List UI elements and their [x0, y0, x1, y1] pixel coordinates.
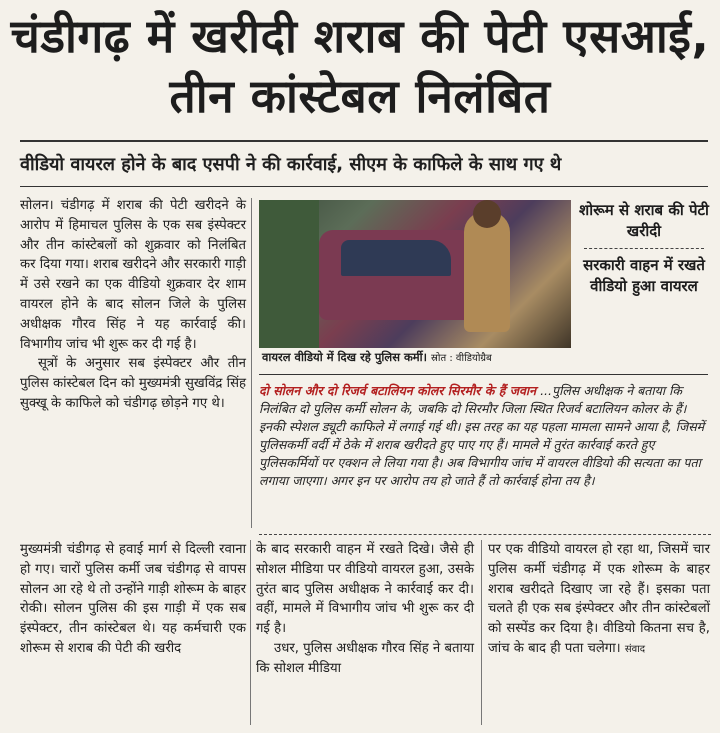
inset-box [259, 382, 714, 490]
inset-box-lead: दो सोलन और दो रिजर्व बटालियन कोलर सिरमौर के हैं जवान [259, 383, 537, 398]
side-quote [578, 200, 710, 297]
article-para-1: सोलन। चंडीगढ़ में शराब की पेटी खरीदने के आरोप में हिमाचल पुलिस के एक सब इंस्पेक्टर और तीन कांस्टेबलों को शुक्रवार को निलंबित कर दिया गया। शराब खरीदने और सरकारी गाड़ी में उसे रखने का एक वीडियो शुक्रवार देर शाम वायरल होने के बाद सोलन जिले के पुलिस अधीक्षक गौरव सिंह ने यह कार्रवाई की। विभागीय जांच भी शुरू कर दी गई है। [20, 198, 246, 352]
subhead-rule [20, 186, 708, 187]
subheadline: वीडियो वायरल होने के बाद एसपी ने की कार्रवाई, सीएम के काफिले के साथ गए थे [20, 154, 562, 175]
side-quote-line-2: सरकारी वाहन में रखते वीडियो हुआ वायरल [583, 256, 705, 295]
article-bottom-column-3-text: पर एक वीडियो वायरल हो रहा था, जिसमें चार पुलिस कर्मी चंडीगढ़ में एक शोरूम के बाहर शराब खरीदते दिखाए जा रहे हैं। इसका पता चलते ही एक सब इंस्पेक्टर और तीन कांस्टेबलों को सस्पेंड कर दिया है। वीडियो कितना सच है, जांच के बाद ही पता चलेगा। [488, 542, 710, 656]
column-divider [251, 198, 252, 528]
article-bottom-column-1: मुख्यमंत्री चंडीगढ़ से हवाई मार्ग से दिल्ली रवाना हो गए। चारों पुलिस कर्मी जब चंडीगढ़ से वापस सोलन आ रहे थे तो उन्होंने गाड़ी शोरूम के बाहर रोकी। सोलन पुलिस की इस गाड़ी में एक सब इंस्पेक्टर, तीन कांस्टेबल थे। यह कर्मचारी एक शोरूम से शराब की पेटी की खरीद [20, 542, 246, 656]
article-bottom-column-3 [488, 540, 710, 660]
photo-officer-head [473, 200, 501, 228]
article-bottom-column-2a: के बाद सरकारी वाहन में रखते दिखे। जैसे ही सोशल मीडिया पर वीडियो वायरल हुआ, उसके तुरंत बाद पुलिस अधीक्षक ने कार्रवाई कर दी। वहीं, मामले में विभागीय जांच भी शुरू कर दी गई है। [256, 542, 474, 637]
inset-box-bottom-rule [259, 534, 711, 535]
box-top-rule [259, 374, 708, 375]
photo-caption-text: वायरल वीडियो में दिख रहे पुलिस कर्मी। [262, 350, 428, 364]
byline-credit: संवाद [624, 643, 646, 655]
side-quote-divider [584, 248, 704, 249]
photo-police-officer [464, 212, 510, 332]
headline-rule [20, 140, 708, 142]
photo-foliage [259, 200, 319, 348]
article-bottom-column-2b: उधर, पुलिस अधीक्षक गौरव सिंह ने बताया कि सोशल मीडिया [256, 640, 474, 676]
side-quote-line-1: शोरूम से शराब की पेटी खरीदी [579, 201, 709, 240]
bottom-divider-2 [481, 540, 482, 725]
photo-car-window [341, 240, 451, 276]
article-column-1 [20, 196, 246, 414]
bottom-divider-1 [250, 540, 251, 725]
inset-box-body: ...पुलिस अधीक्षक ने बताया कि निलंबित दो पुलिस कर्मी सोलन के, जबकि दो सिरमौर जिला स्थित रिजर्व बटालियन कोलर के हैं। इनकी स्पेशल ड्यूटी काफिले में लगाई गई थी। इस तरह का यह पहला मामला सामने आया है, जिसमें पुलिसकर्मी वर्दी में ठेके में शराब खरीदते हुए पाए गए हैं। मामले में तुरंत कार्रवाई करते हुए पुलिसकर्मियों पर एक्शन ले लिया गया है। अब विभागीय जांच में वायरल वीडियो की सत्यता का पता लगाया जाएगा। अगर इन पर आरोप तय हो जाते हैं तो कार्रवाई होना तय है। [259, 383, 705, 488]
headline: चंडीगढ़ में खरीदी शराब की पेटी एसआई, तीन कांस्टेबल निलंबित [10, 9, 710, 123]
photo-caption [262, 350, 570, 365]
article-para-2: सूत्रों के अनुसार सब इंस्पेक्टर और तीन पुलिस कांस्टेबल दिन को मुख्यमंत्री सुखविंद्र सिंह सुक्खू के काफिले को चंडीगढ़ छोड़ने गए थे। [20, 356, 246, 411]
photo-source: स्रोत : वीडियोग्रैब [431, 353, 492, 364]
article-bottom-column-2 [256, 540, 474, 679]
news-photo [259, 200, 571, 348]
